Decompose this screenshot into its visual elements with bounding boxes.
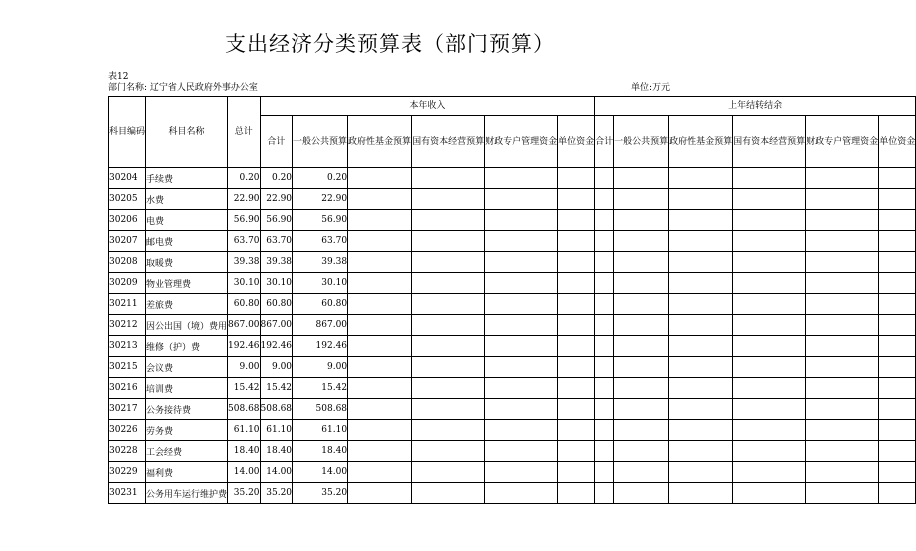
empty-cell (806, 378, 879, 399)
empty-cell (669, 273, 733, 294)
empty-cell (348, 462, 412, 483)
empty-cell (879, 483, 916, 504)
header-prior-sum: 合计 (595, 116, 614, 168)
row-total: 15.42 (228, 378, 261, 399)
row-total: 14.00 (228, 462, 261, 483)
empty-cell (412, 168, 485, 189)
table-row (109, 483, 916, 504)
row-code: 30229 (109, 462, 146, 483)
row-current-general: 192.46 (293, 336, 348, 357)
empty-cell (733, 210, 806, 231)
empty-cell (806, 168, 879, 189)
header-prior-statecapital: 国有资本经营预算 (733, 116, 806, 168)
empty-cell (558, 294, 595, 315)
empty-cell (669, 168, 733, 189)
table-row (109, 189, 916, 210)
empty-cell (614, 483, 669, 504)
row-code: 30216 (109, 378, 146, 399)
row-total: 0.20 (228, 168, 261, 189)
empty-cell (558, 168, 595, 189)
row-total: 30.10 (228, 273, 261, 294)
empty-cell (412, 252, 485, 273)
row-total: 22.90 (228, 189, 261, 210)
table-row (109, 420, 916, 441)
empty-cell (485, 231, 558, 252)
empty-cell (485, 315, 558, 336)
row-code: 30211 (109, 294, 146, 315)
empty-cell (412, 189, 485, 210)
empty-cell (614, 273, 669, 294)
row-current-sum: 14.00 (260, 462, 293, 483)
empty-cell (595, 357, 614, 378)
empty-cell (806, 462, 879, 483)
empty-cell (669, 441, 733, 462)
empty-cell (595, 252, 614, 273)
empty-cell (614, 357, 669, 378)
empty-cell (879, 441, 916, 462)
empty-cell (348, 294, 412, 315)
empty-cell (558, 357, 595, 378)
empty-cell (485, 483, 558, 504)
empty-cell (806, 315, 879, 336)
row-total: 18.40 (228, 441, 261, 462)
row-total: 56.90 (228, 210, 261, 231)
row-current-sum: 0.20 (260, 168, 293, 189)
empty-cell (348, 189, 412, 210)
row-name: 公务用车运行维护费 (146, 483, 228, 504)
row-code: 30213 (109, 336, 146, 357)
empty-cell (412, 462, 485, 483)
row-name: 会议费 (146, 357, 228, 378)
empty-cell (412, 357, 485, 378)
empty-cell (595, 210, 614, 231)
row-total: 192.46 (228, 336, 261, 357)
table-row (109, 273, 916, 294)
header-total: 总计 (228, 97, 261, 168)
empty-cell (614, 315, 669, 336)
empty-cell (733, 462, 806, 483)
row-name: 培训费 (146, 378, 228, 399)
empty-cell (558, 441, 595, 462)
empty-cell (485, 441, 558, 462)
empty-cell (348, 168, 412, 189)
empty-cell (669, 420, 733, 441)
empty-cell (879, 168, 916, 189)
empty-cell (879, 189, 916, 210)
header-name: 科目名称 (146, 97, 228, 168)
table-row (109, 252, 916, 273)
row-code: 30228 (109, 441, 146, 462)
empty-cell (595, 168, 614, 189)
empty-cell (879, 231, 916, 252)
header-prior-unitfund: 单位资金 (879, 116, 916, 168)
empty-cell (669, 399, 733, 420)
empty-cell (733, 357, 806, 378)
row-code: 30206 (109, 210, 146, 231)
row-name: 维修（护）费 (146, 336, 228, 357)
empty-cell (348, 273, 412, 294)
empty-cell (669, 210, 733, 231)
empty-cell (614, 378, 669, 399)
empty-cell (485, 399, 558, 420)
empty-cell (614, 210, 669, 231)
empty-cell (879, 462, 916, 483)
empty-cell (733, 294, 806, 315)
row-current-sum: 867.00 (260, 315, 293, 336)
empty-cell (806, 252, 879, 273)
empty-cell (806, 420, 879, 441)
empty-cell (558, 462, 595, 483)
table-row (109, 168, 916, 189)
row-current-sum: 192.46 (260, 336, 293, 357)
row-total: 61.10 (228, 420, 261, 441)
table-body (109, 168, 916, 504)
empty-cell (485, 462, 558, 483)
table-row (109, 210, 916, 231)
empty-cell (595, 189, 614, 210)
empty-cell (806, 441, 879, 462)
row-current-general: 60.80 (293, 294, 348, 315)
table-row (109, 315, 916, 336)
empty-cell (558, 483, 595, 504)
row-current-sum: 15.42 (260, 378, 293, 399)
row-current-sum: 39.38 (260, 252, 293, 273)
row-total: 9.00 (228, 357, 261, 378)
row-current-general: 30.10 (293, 273, 348, 294)
empty-cell (348, 231, 412, 252)
empty-cell (614, 168, 669, 189)
empty-cell (614, 189, 669, 210)
empty-cell (412, 378, 485, 399)
empty-cell (733, 420, 806, 441)
row-current-general: 39.38 (293, 252, 348, 273)
empty-cell (669, 189, 733, 210)
empty-cell (558, 189, 595, 210)
row-current-sum: 56.90 (260, 210, 293, 231)
row-name: 福利费 (146, 462, 228, 483)
row-current-sum: 22.90 (260, 189, 293, 210)
row-code: 30207 (109, 231, 146, 252)
row-current-general: 22.90 (293, 189, 348, 210)
empty-cell (485, 294, 558, 315)
empty-cell (595, 420, 614, 441)
row-current-sum: 35.20 (260, 483, 293, 504)
header-prior-specialaccount: 财政专户管理资金 (806, 116, 879, 168)
unit-label: 单位:万元 (630, 83, 670, 93)
empty-cell (614, 420, 669, 441)
empty-cell (595, 399, 614, 420)
empty-cell (879, 357, 916, 378)
empty-cell (879, 336, 916, 357)
empty-cell (669, 357, 733, 378)
row-name: 公务接待费 (146, 399, 228, 420)
row-current-sum: 9.00 (260, 357, 293, 378)
row-code: 30209 (109, 273, 146, 294)
page-title: 支出经济分类预算表（部门预算） (225, 32, 555, 56)
empty-cell (733, 378, 806, 399)
empty-cell (348, 378, 412, 399)
header-current-govfund: 政府性基金预算 (348, 116, 412, 168)
header-current-statecapital: 国有资本经营预算 (412, 116, 485, 168)
empty-cell (348, 420, 412, 441)
empty-cell (558, 210, 595, 231)
empty-cell (412, 294, 485, 315)
row-code: 30215 (109, 357, 146, 378)
empty-cell (412, 231, 485, 252)
empty-cell (558, 252, 595, 273)
header-code: 科目编码 (109, 97, 146, 168)
header-current-year: 本年收入 (260, 97, 595, 116)
empty-cell (669, 483, 733, 504)
table-row (109, 378, 916, 399)
empty-cell (485, 357, 558, 378)
empty-cell (595, 273, 614, 294)
empty-cell (806, 231, 879, 252)
empty-cell (879, 315, 916, 336)
row-name: 取暖费 (146, 252, 228, 273)
empty-cell (806, 483, 879, 504)
empty-cell (485, 273, 558, 294)
row-total: 508.68 (228, 399, 261, 420)
empty-cell (669, 378, 733, 399)
row-name: 水费 (146, 189, 228, 210)
row-name: 电费 (146, 210, 228, 231)
empty-cell (879, 252, 916, 273)
empty-cell (348, 315, 412, 336)
empty-cell (348, 357, 412, 378)
empty-cell (595, 462, 614, 483)
empty-cell (806, 399, 879, 420)
header-current-general: 一般公共预算 (293, 116, 348, 168)
empty-cell (412, 399, 485, 420)
row-name: 物业管理费 (146, 273, 228, 294)
table-row (109, 231, 916, 252)
empty-cell (558, 273, 595, 294)
table-row (109, 336, 916, 357)
empty-cell (806, 357, 879, 378)
empty-cell (558, 399, 595, 420)
empty-cell (879, 378, 916, 399)
row-name: 劳务费 (146, 420, 228, 441)
empty-cell (558, 420, 595, 441)
empty-cell (669, 231, 733, 252)
empty-cell (485, 168, 558, 189)
empty-cell (558, 336, 595, 357)
empty-cell (412, 315, 485, 336)
empty-cell (614, 441, 669, 462)
empty-cell (879, 399, 916, 420)
row-code: 30212 (109, 315, 146, 336)
empty-cell (412, 420, 485, 441)
empty-cell (595, 441, 614, 462)
row-code: 30204 (109, 168, 146, 189)
empty-cell (595, 231, 614, 252)
empty-cell (614, 462, 669, 483)
empty-cell (348, 210, 412, 231)
empty-cell (595, 378, 614, 399)
row-name: 工会经费 (146, 441, 228, 462)
empty-cell (733, 315, 806, 336)
empty-cell (558, 378, 595, 399)
empty-cell (733, 168, 806, 189)
header-current-unitfund: 单位资金 (558, 116, 595, 168)
empty-cell (879, 210, 916, 231)
row-current-general: 35.20 (293, 483, 348, 504)
empty-cell (669, 252, 733, 273)
row-code: 30231 (109, 483, 146, 504)
row-current-general: 56.90 (293, 210, 348, 231)
row-name: 差旅费 (146, 294, 228, 315)
empty-cell (806, 273, 879, 294)
budget-table (108, 96, 916, 504)
empty-cell (733, 273, 806, 294)
row-name: 手续费 (146, 168, 228, 189)
empty-cell (733, 441, 806, 462)
empty-cell (879, 294, 916, 315)
table-row (109, 441, 916, 462)
empty-cell (485, 189, 558, 210)
empty-cell (669, 462, 733, 483)
header-prior-year: 上年结转结余 (595, 97, 916, 116)
row-code: 30217 (109, 399, 146, 420)
table-row (109, 462, 916, 483)
row-current-general: 18.40 (293, 441, 348, 462)
empty-cell (733, 336, 806, 357)
empty-cell (485, 336, 558, 357)
row-total: 867.00 (228, 315, 261, 336)
empty-cell (733, 231, 806, 252)
header-current-specialaccount: 财政专户管理资金 (485, 116, 558, 168)
empty-cell (412, 273, 485, 294)
empty-cell (595, 483, 614, 504)
empty-cell (669, 315, 733, 336)
table-row (109, 294, 916, 315)
empty-cell (595, 294, 614, 315)
row-total: 39.38 (228, 252, 261, 273)
empty-cell (806, 189, 879, 210)
empty-cell (485, 420, 558, 441)
empty-cell (485, 210, 558, 231)
row-current-sum: 61.10 (260, 420, 293, 441)
empty-cell (485, 378, 558, 399)
department-name: 部门名称: 辽宁省人民政府外事办公室 (108, 83, 258, 93)
empty-cell (879, 273, 916, 294)
row-current-general: 61.10 (293, 420, 348, 441)
empty-cell (614, 294, 669, 315)
header-prior-general: 一般公共预算 (614, 116, 669, 168)
row-current-general: 508.68 (293, 399, 348, 420)
row-current-sum: 60.80 (260, 294, 293, 315)
empty-cell (595, 315, 614, 336)
empty-cell (806, 210, 879, 231)
empty-cell (806, 336, 879, 357)
header-current-sum: 合计 (260, 116, 293, 168)
row-current-sum: 63.70 (260, 231, 293, 252)
row-current-general: 867.00 (293, 315, 348, 336)
empty-cell (348, 399, 412, 420)
empty-cell (879, 420, 916, 441)
row-current-general: 63.70 (293, 231, 348, 252)
row-current-general: 14.00 (293, 462, 348, 483)
row-total: 63.70 (228, 231, 261, 252)
empty-cell (348, 483, 412, 504)
row-total: 60.80 (228, 294, 261, 315)
empty-cell (614, 252, 669, 273)
empty-cell (733, 189, 806, 210)
row-current-general: 0.20 (293, 168, 348, 189)
row-name: 因公出国（境）费用 (146, 315, 228, 336)
row-code: 30226 (109, 420, 146, 441)
empty-cell (595, 336, 614, 357)
row-current-general: 9.00 (293, 357, 348, 378)
empty-cell (412, 483, 485, 504)
empty-cell (733, 483, 806, 504)
row-code: 30208 (109, 252, 146, 273)
empty-cell (558, 231, 595, 252)
empty-cell (558, 315, 595, 336)
empty-cell (614, 399, 669, 420)
empty-cell (348, 252, 412, 273)
empty-cell (806, 294, 879, 315)
empty-cell (412, 336, 485, 357)
empty-cell (669, 294, 733, 315)
empty-cell (669, 336, 733, 357)
row-code: 30205 (109, 189, 146, 210)
empty-cell (412, 210, 485, 231)
empty-cell (614, 336, 669, 357)
empty-cell (412, 441, 485, 462)
row-name: 邮电费 (146, 231, 228, 252)
row-current-sum: 508.68 (260, 399, 293, 420)
table-row (109, 357, 916, 378)
table-number: 表12 (108, 72, 129, 82)
empty-cell (614, 231, 669, 252)
empty-cell (348, 336, 412, 357)
row-current-sum: 18.40 (260, 441, 293, 462)
empty-cell (733, 252, 806, 273)
empty-cell (733, 399, 806, 420)
empty-cell (348, 441, 412, 462)
row-current-sum: 30.10 (260, 273, 293, 294)
header-prior-govfund: 政府性基金预算 (669, 116, 733, 168)
empty-cell (485, 252, 558, 273)
row-total: 35.20 (228, 483, 261, 504)
row-current-general: 15.42 (293, 378, 348, 399)
table-row (109, 399, 916, 420)
